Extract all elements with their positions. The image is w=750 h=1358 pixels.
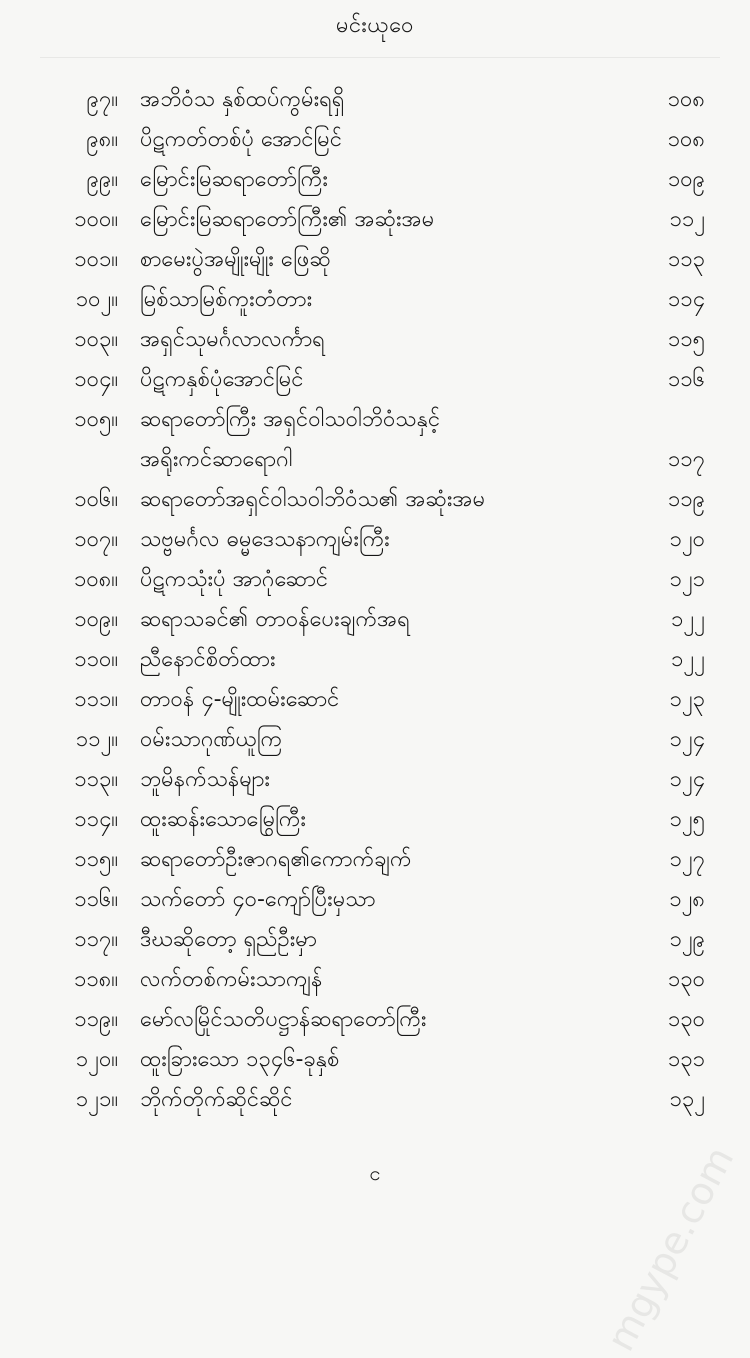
toc-entry	[0, 240, 750, 280]
toc-entry-title: လက်တစ်ကမ်းသာကျန်	[140, 967, 323, 992]
toc-entry-title: သဗ္ဗမင်္ဂလ ဓမ္မဒေသနာကျမ်းကြီး	[140, 527, 390, 552]
toc-entry	[0, 640, 750, 680]
toc-entry-page: ၁၀၈	[667, 87, 705, 112]
header-divider	[40, 57, 720, 58]
toc-entry-number: ၁၁၁။	[74, 687, 118, 712]
toc-entry	[0, 880, 750, 920]
toc-entry	[0, 1000, 750, 1040]
toc-entry-number: ၁၁၉။	[74, 1007, 118, 1032]
toc-entry-title: မြစ်သာမြစ်ကူးတံတား	[140, 287, 313, 312]
toc-entry	[0, 480, 750, 520]
toc-entry-title: တာဝန် ၄-မျိုးထမ်းဆောင်	[140, 687, 340, 712]
toc-entry-title: ထူးဆန်းသောမြွေကြီး	[140, 807, 306, 832]
toc-entry-number: ၁၂၀။	[75, 1047, 118, 1072]
toc-entry-title: ဆရာသခင်၏ တာဝန်ပေးချက်အရ	[140, 607, 410, 632]
toc-entry-title: ညီနောင်စိတ်ထား	[140, 647, 276, 672]
toc-entry-page: ၁၂၇	[669, 847, 705, 872]
toc-entry-number: ၁၁၀။	[74, 647, 118, 672]
toc-entry-page: ၁၃၀	[667, 1007, 705, 1032]
toc-entry-title: အရှင်သုမင်္ဂလာလင်္ကာရ	[140, 327, 325, 352]
toc-entry-number: ၉၇။	[86, 87, 118, 112]
toc-entry-title: မြောင်းမြဆရာတော်ကြီး	[140, 167, 328, 192]
toc-entry-number: ၁၀၂။	[75, 287, 118, 312]
toc-entry	[0, 1080, 750, 1120]
toc-entry-page: ၁၀၉	[667, 167, 705, 192]
toc-entry	[0, 960, 750, 1000]
toc-entry-title: သက်တော် ၄၀-ကျော်ပြီးမှသာ	[140, 887, 376, 912]
toc-entry-page: ၁၂၂	[671, 647, 705, 672]
toc-entry-number: ၉၉။	[86, 167, 118, 192]
toc-entry-title: ပိဋကတ်တစ်ပုံ အောင်မြင်	[140, 127, 343, 152]
toc-entry-number: ၁၁၃။	[74, 767, 118, 792]
toc-entry	[0, 680, 750, 720]
toc-entry-page: ၁၂၃	[669, 687, 705, 712]
toc-entry-number: ၁၁၄။	[74, 807, 118, 832]
toc-entry-title: ဆရာတော်ဦးဇာဂရ၏ကောက်ချက်	[140, 847, 412, 872]
toc-entry-title: မော်လမြိုင်သတိပဋ္ဌာန်ဆရာတော်ကြီး	[140, 1007, 427, 1032]
toc-entry	[0, 1040, 750, 1080]
toc-entry-number: ၁၀၇။	[74, 527, 118, 552]
toc-entry-number: ၁၀၉။	[74, 607, 118, 632]
toc-entry	[0, 800, 750, 840]
toc-entry-title: ဒီဃဆိုတော့ ရှည်ဦးမှာ	[140, 927, 317, 952]
toc-entry-title: ပိဋကနှစ်ပုံအောင်မြင်	[140, 367, 304, 392]
toc-entry-page: ၁၁၅	[667, 327, 705, 352]
toc-entry-page: ၁၃၀	[667, 967, 705, 992]
toc-entry-page: ၁၂၁	[669, 567, 705, 592]
toc-entry-title: အဘိဝံသ နှစ်ထပ်ကွမ်းရရှိ	[140, 87, 345, 112]
toc-entry-title: ဝမ်းသာဂုဏ်ယူကြ	[140, 727, 283, 752]
toc-entry-page: ၁၂၉	[669, 927, 705, 952]
toc-entry	[0, 120, 750, 160]
toc-entry-number: ၁၀၁။	[74, 247, 118, 272]
toc-entry-number: ၁၀၅။	[74, 407, 118, 432]
toc-entry	[0, 520, 750, 560]
toc-entry-title: စာမေးပွဲအမျိုးမျိုး ဖြေဆို	[140, 247, 331, 272]
toc-entry-title: မြောင်းမြဆရာတော်ကြီး၏ အဆုံးအမ	[140, 207, 435, 232]
toc-entry-number: ၁၂၁။	[75, 1087, 118, 1112]
toc-entry-title: ဘိုက်တိုက်ဆိုင်ဆိုင်	[140, 1087, 293, 1112]
toc-entry	[0, 840, 750, 880]
toc-entry	[0, 200, 750, 240]
toc-entry-page: ၁၂၂	[671, 607, 705, 632]
toc-entry	[0, 400, 750, 440]
toc-entry-page: ၁၁၉	[667, 487, 705, 512]
toc-entry-page: ၁၂၄	[669, 767, 705, 792]
toc-entry	[0, 80, 750, 120]
toc-entry-number: ၁၁၈။	[74, 967, 118, 992]
table-of-contents	[0, 80, 750, 1120]
toc-entry-page: ၁၃၂	[669, 1087, 705, 1112]
toc-entry-title: ဘူမိနက်သန်များ	[140, 767, 271, 792]
toc-entry-number: ၁၁၂။	[75, 727, 118, 752]
toc-entry	[0, 920, 750, 960]
toc-entry-number: ၁၀၃။	[74, 327, 118, 352]
toc-entry	[0, 760, 750, 800]
toc-entry-page: ၁၁၄	[667, 287, 705, 312]
toc-entry-number: ၁၀၀။	[74, 207, 118, 232]
running-header-title: မင်းယုဝေ	[335, 13, 414, 38]
toc-entry	[0, 720, 750, 760]
toc-entry-number: ၁၁၇။	[74, 927, 118, 952]
toc-entry-page: ၁၂၈	[669, 887, 705, 912]
toc-entry-page: ၁၂၀	[669, 527, 705, 552]
toc-entry-number: ၁၁၅။	[74, 847, 118, 872]
toc-entry-page: ၁၃၁	[667, 1047, 705, 1072]
toc-entry	[0, 320, 750, 360]
toc-entry-page: ၁၁၃	[667, 247, 705, 272]
toc-entry	[0, 560, 750, 600]
toc-entry	[0, 280, 750, 320]
toc-entry-page: ၁၂၄	[669, 727, 705, 752]
page-folio: င	[369, 1161, 381, 1185]
toc-entry-page: ၁၁၆	[667, 367, 705, 392]
toc-entry-number: ၉၈။	[86, 127, 118, 152]
toc-entry	[0, 160, 750, 200]
toc-entry-title: ဆရာတော်အရှင်ဝါသဝါဘိဝံသ၏ အဆုံးအမ	[140, 487, 486, 512]
toc-entry-page: ၁၂၅	[669, 807, 705, 832]
toc-entry	[0, 600, 750, 640]
toc-entry-page: ၁၁၇	[667, 447, 705, 472]
toc-entry-title: ထူးခြားသော ၁၃၄၆-ခုနှစ်	[140, 1047, 340, 1072]
toc-entry-title: ပိဋကသုံးပုံ အာဂုံဆောင်	[140, 567, 329, 592]
toc-entry-page: ၁၀၈	[667, 127, 705, 152]
toc-entry-page: ၁၁၂	[669, 207, 705, 232]
toc-entry-number: ၁၀၆။	[74, 487, 118, 512]
toc-entry-number: ၁၀၈။	[74, 567, 118, 592]
toc-entry	[0, 440, 750, 480]
watermark: mgype.com	[597, 1139, 742, 1358]
toc-entry	[0, 360, 750, 400]
toc-entry-number: ၁၀၄။	[74, 367, 118, 392]
toc-entry-title: ဆရာတော်ကြီး အရှင်ဝါသဝါဘိဝံသနှင့်	[140, 407, 441, 432]
toc-entry-title: အရိုးကင်ဆာရောဂါ	[140, 447, 293, 472]
toc-entry-number: ၁၁၆။	[74, 887, 118, 912]
